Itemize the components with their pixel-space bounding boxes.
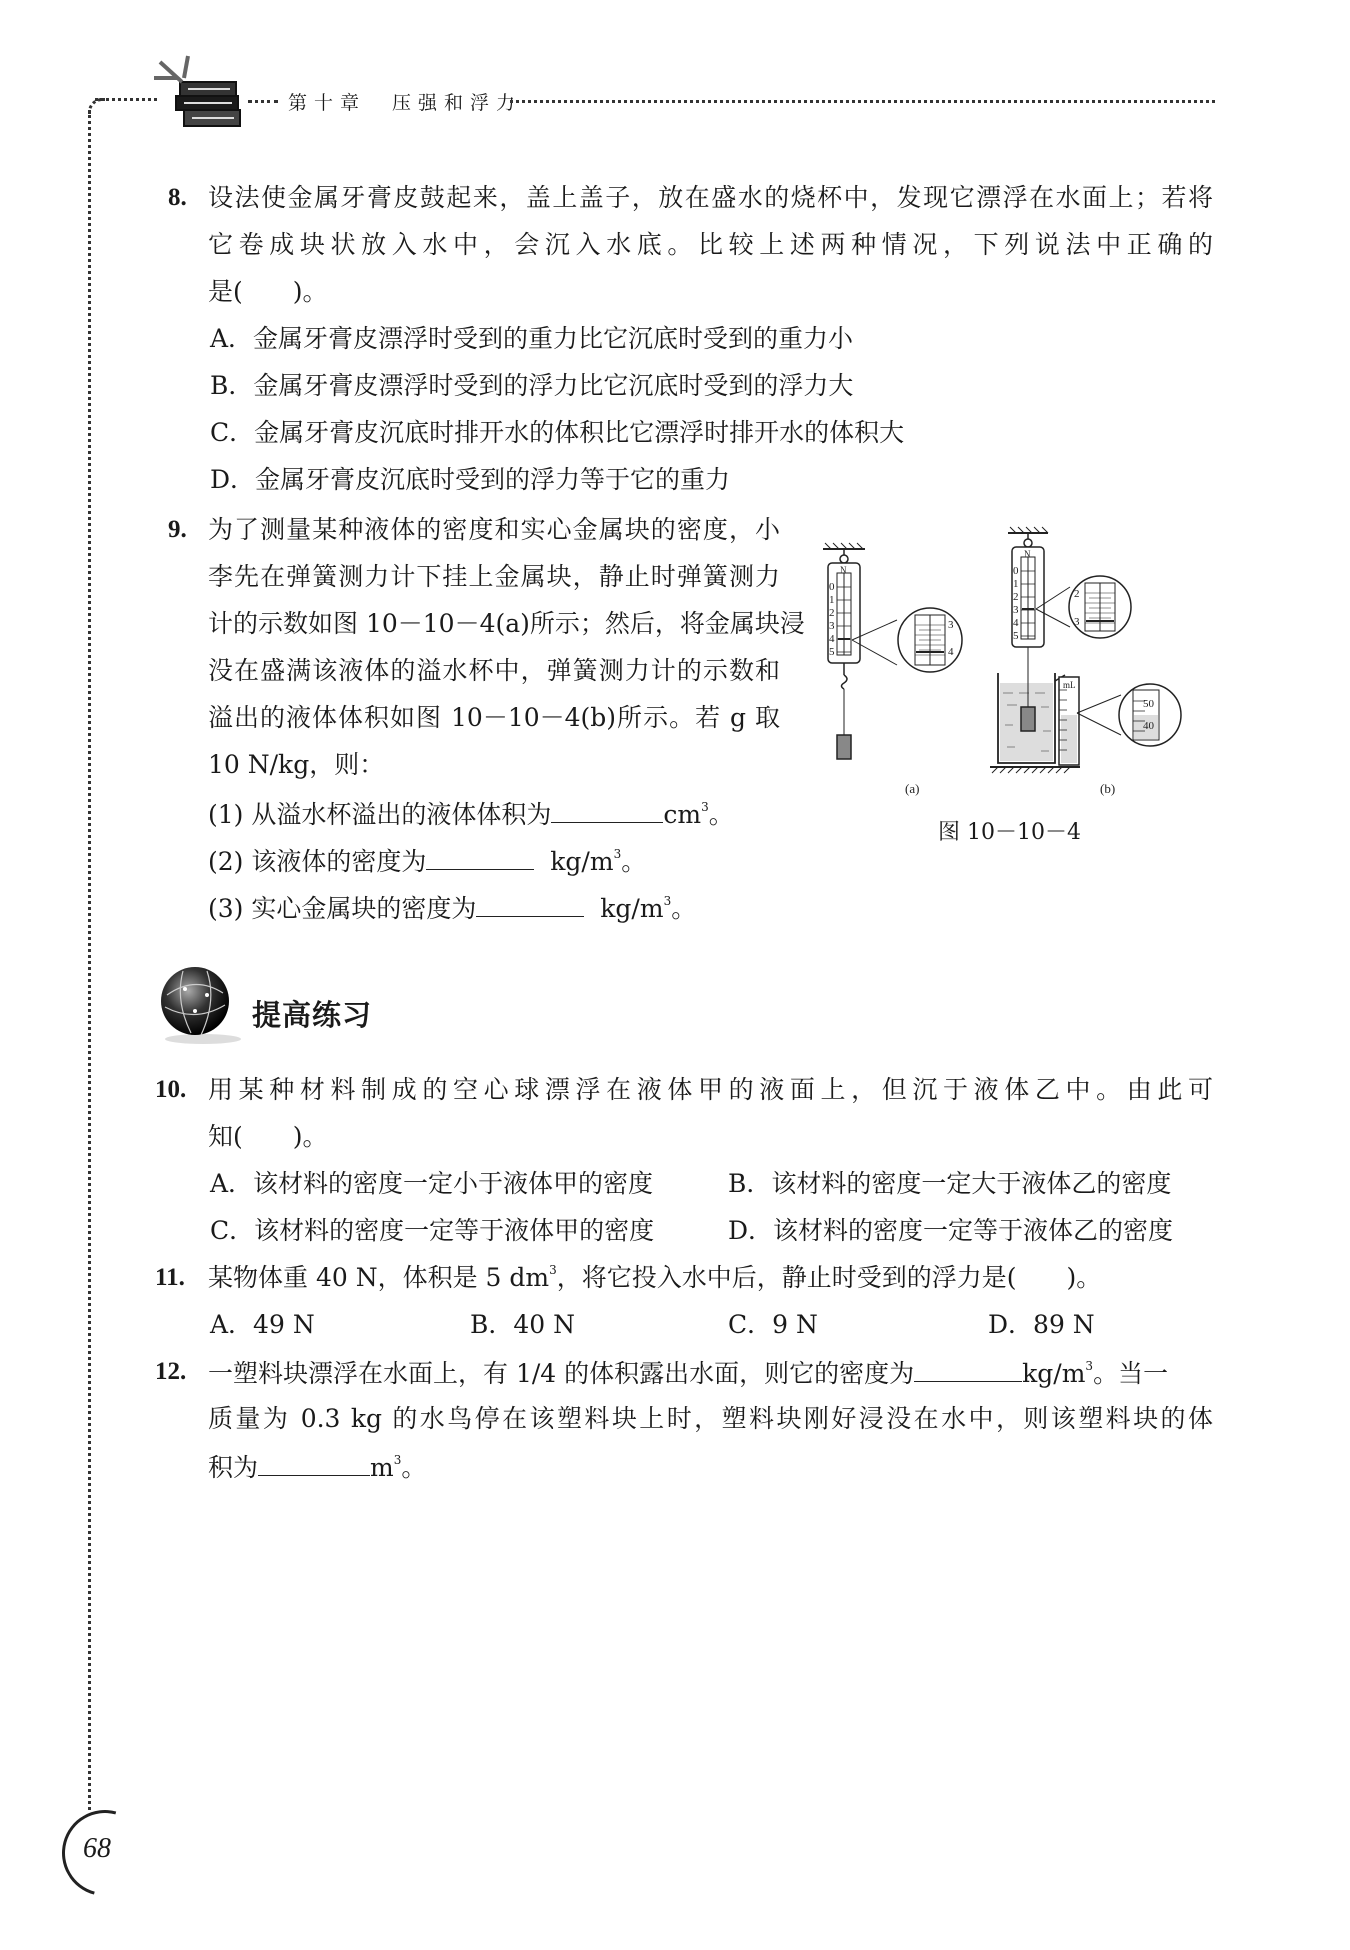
q9-unit3-exp: 3 (663, 894, 672, 908)
q12-unit2-exp: 3 (393, 1453, 402, 1467)
fig-b-mag-40: 40 (1143, 720, 1154, 732)
q8-option-d: D．金属牙膏皮沉底时受到的浮力等于它的重力 (210, 465, 731, 494)
fig-a-spring-balance (828, 563, 860, 759)
fig-label-a: (a) (905, 781, 920, 796)
fig-b-magnifier-cylinder (1077, 684, 1181, 746)
q9-stem-line4: 没在盛满该液体的溢水杯中，弹簧测力计的示数和 (208, 656, 780, 685)
fig-a-tick-2: 2 (829, 607, 835, 619)
q9-sub2-end: 。 (621, 847, 647, 876)
q9-sub1-end: 。 (708, 800, 734, 829)
fig-a-support (823, 543, 865, 563)
q8-option-a: A．金属牙膏皮漂浮时受到的重力比它沉底时受到的重力小 (210, 324, 854, 353)
fig-b-support (1008, 527, 1048, 547)
q9-sub1-text: (1) 从溢水杯溢出的液体体积为 (208, 800, 552, 829)
q9-sub2 (208, 845, 646, 877)
fig-b-mag-3: 3 (1074, 616, 1080, 628)
q12-unit1-exp: 3 (1085, 1359, 1094, 1373)
q9-sub3 (208, 892, 696, 924)
q11-number: 11. (155, 1264, 185, 1291)
q8-stem-line2: 它卷成块状放入水中，会沉入水底。比较上述两种情况，下列说法中正确的 (208, 230, 1213, 259)
fig-a-tick-3: 3 (829, 620, 835, 632)
q9-stem-line6: 10 N/kg，则： (208, 750, 385, 779)
fig-b-tick-2: 2 (1013, 591, 1019, 603)
fig-b-tick-0: 0 (1013, 565, 1019, 577)
fig-b-tick-3: 3 (1013, 604, 1019, 616)
q12-number: 12. (155, 1358, 187, 1385)
q9-blank1[interactable] (551, 798, 663, 823)
fig-a-tick-0: 0 (829, 581, 835, 593)
q10-option-a: A．该材料的密度一定小于液体甲的密度 (210, 1169, 654, 1198)
q12-text-c: 。当一 (1093, 1359, 1169, 1388)
q10-option-b: B．该材料的密度一定大于液体乙的密度 (728, 1169, 1172, 1198)
q8-stem-line1: 设法使金属牙膏皮鼓起来，盖上盖子，放在盛水的烧杯中，发现它漂浮在水面上；若将 (208, 183, 1213, 212)
fig-a-mag-3: 3 (948, 619, 954, 631)
q10-option-d: D．该材料的密度一定等于液体乙的密度 (728, 1216, 1174, 1245)
fig-b-tick-5: 5 (1013, 630, 1019, 642)
q12-line3 (208, 1451, 426, 1483)
q12-line1 (208, 1357, 1168, 1389)
q12-line2: 质量为 0.3 kg 的水鸟停在该塑料块上时，塑料块刚好浸没在水中，则该塑料块的体 (208, 1404, 1213, 1433)
fig-a-n-label: N (840, 565, 847, 575)
figure-caption: 图 10－10－4 (938, 820, 1081, 845)
q10-stem-line1: 用某种材料制成的空心球漂浮在液体甲的液面上，但沉于液体乙中。由此可 (208, 1075, 1213, 1104)
q9-sub3-end: 。 (671, 894, 697, 923)
q9-blank2[interactable] (426, 845, 534, 870)
books-logo-icon (148, 52, 248, 132)
fig-a-tick-1: 1 (829, 594, 835, 606)
fig-b-tick-1: 1 (1013, 578, 1019, 590)
fig-a-magnifier (852, 608, 962, 672)
page-number: 68 (83, 1833, 111, 1864)
q9-blank3[interactable] (476, 892, 584, 917)
q10-number: 10. (155, 1076, 187, 1103)
margin-dotted-line (88, 110, 91, 1810)
q12-unit2: m (370, 1453, 394, 1482)
q9-unit1-exp: 3 (701, 800, 709, 814)
fig-label-b: (b) (1100, 781, 1116, 796)
q10-option-c: C．该材料的密度一定等于液体甲的密度 (210, 1216, 655, 1245)
header-dotted-line-right (510, 100, 1215, 103)
q9-sub1 (208, 798, 734, 830)
q9-unit2-exp: 3 (613, 847, 622, 861)
fig-b-mag-50: 50 (1143, 698, 1154, 710)
figure-10-10-4 (815, 525, 1205, 805)
q11-exp: 3 (549, 1263, 557, 1277)
q9-unit1: cm (663, 800, 702, 829)
q9-unit3: kg/m (600, 894, 664, 923)
q11-option-a: A．49 N (210, 1310, 315, 1339)
q9-number: 9. (168, 516, 187, 543)
q9-sub2-text: (2) 该液体的密度为 (208, 847, 427, 876)
fig-b-cylinder-unit: mL (1063, 680, 1076, 690)
fig-b-spring-balance (1012, 547, 1044, 665)
fig-b-n-label: N (1024, 549, 1031, 559)
q9-stem-line5: 溢出的液体体积如图 10－10－4(b)所示。若 g 取 (208, 703, 780, 732)
q8-stem-line3: 是( )。 (208, 277, 328, 306)
fig-b-mag-2: 2 (1074, 588, 1080, 600)
chapter-title: 第十章 压强和浮力 (288, 92, 523, 114)
fig-b-magnifier-scale (1036, 576, 1131, 638)
q12-unit1: kg/m (1022, 1359, 1086, 1388)
q12-text-d: 积为 (208, 1453, 259, 1482)
q11-stem-a: 某物体重 40 N，体积是 5 dm (208, 1263, 550, 1292)
globe-section-icon (155, 965, 247, 1047)
q11-stem-b: ，将它投入水中后，静止时受到的浮力是( )。 (556, 1263, 1102, 1292)
q8-number: 8. (168, 184, 187, 211)
header-dotted-line-mid (248, 100, 278, 103)
q11-option-b: B．40 N (470, 1310, 576, 1339)
q9-unit2: kg/m (550, 847, 614, 876)
fig-a-tick-5: 5 (829, 646, 835, 658)
fig-b-tick-4: 4 (1013, 617, 1019, 629)
q12-blank2[interactable] (258, 1451, 370, 1476)
q12-text-e: 。 (401, 1453, 427, 1482)
q12-blank1[interactable] (914, 1357, 1022, 1382)
section-title: 提高练习 (252, 998, 373, 1032)
q9-sub3-text: (3) 实心金属块的密度为 (208, 894, 477, 923)
q10-stem-line2: 知( )。 (208, 1122, 328, 1151)
q11-option-d: D．89 N (988, 1310, 1095, 1339)
q8-option-c: C．金属牙膏皮沉底时排开水的体积比它漂浮时排开水的体积大 (210, 418, 905, 447)
q11-option-c: C．9 N (728, 1310, 818, 1339)
fig-a-tick-4: 4 (829, 633, 835, 645)
q9-stem-line1: 为了测量某种液体的密度和实心金属块的密度，小 (208, 515, 780, 544)
fig-a-mag-4: 4 (948, 646, 954, 658)
q9-stem-line3: 计的示数如图 10－10－4(a)所示；然后，将金属块浸 (208, 609, 805, 638)
q12-text-a: 一塑料块漂浮在水面上，有 1/4 的体积露出水面，则它的密度为 (208, 1359, 915, 1388)
fig-b-measuring-cylinder (1059, 677, 1079, 765)
q11-stem (208, 1263, 1101, 1293)
q8-option-b: B．金属牙膏皮漂浮时受到的浮力比它沉底时受到的浮力大 (210, 371, 854, 400)
q9-stem-line2: 李先在弹簧测力计下挂上金属块，静止时弹簧测力 (208, 562, 780, 591)
